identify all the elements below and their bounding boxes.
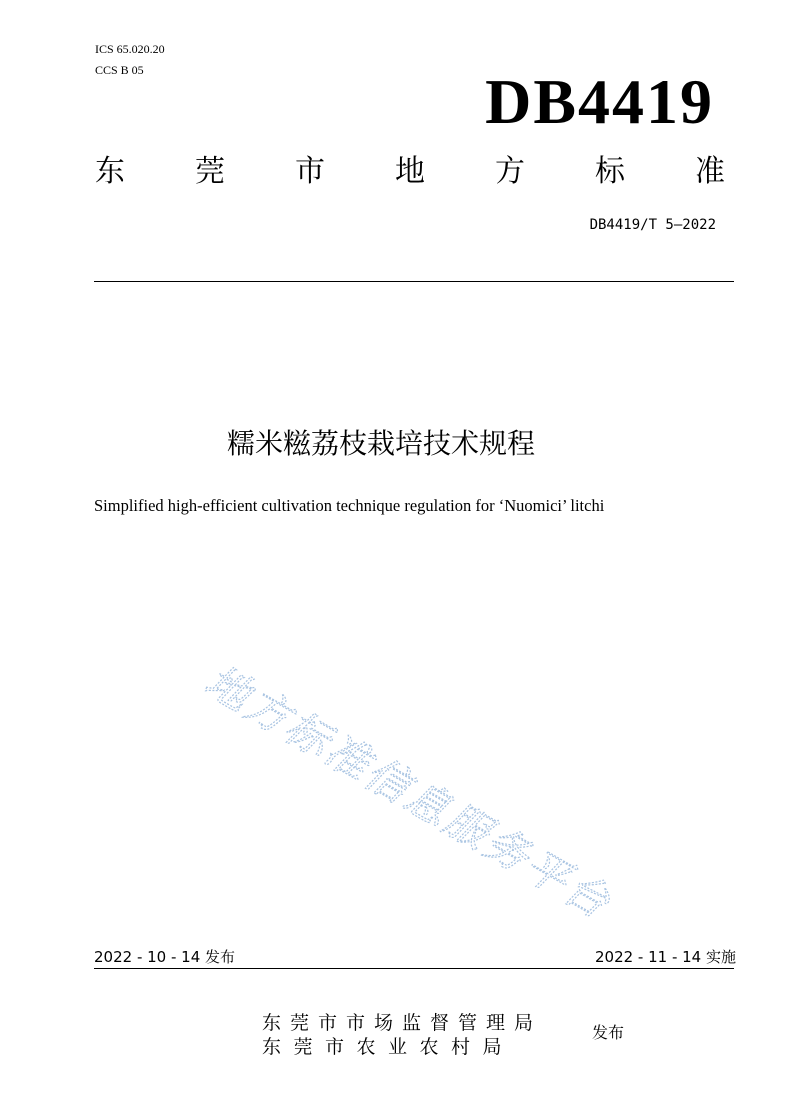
issuing-authority-market-regulation: 东莞市市场监督管理局	[262, 1012, 543, 1034]
standard-code: DB4419	[485, 66, 714, 137]
standard-type-char: 莞	[195, 154, 225, 189]
ccs-code: CCS B 05	[95, 63, 144, 77]
standard-type-char: 东	[95, 154, 125, 189]
watermark-text: 地方标准信息服务平台	[196, 656, 620, 930]
top-divider	[94, 281, 734, 282]
standard-type-char: 标	[595, 154, 625, 189]
issue-date: 2022 - 10 - 14 发布	[94, 948, 236, 966]
watermark	[194, 652, 694, 932]
ics-code: ICS 65.020.20	[95, 42, 165, 56]
standard-type-char: 市	[295, 154, 325, 189]
implementation-date: 2022 - 11 - 14 实施	[594, 948, 736, 966]
title-chinese: 糯米糍荔枝栽培技术规程	[226, 427, 535, 460]
document-number: DB4419/T 5—2022	[589, 217, 716, 233]
bottom-divider	[94, 968, 734, 969]
standard-type	[95, 152, 725, 192]
title-english: Simplified high-efficient cultivation technique regulation for ‘Nuomici’ litchi	[94, 496, 605, 515]
issuing-authority-agriculture: 东莞市农业农村局	[262, 1036, 515, 1058]
standard-type-char: 准	[695, 154, 725, 189]
publish-label: 发布	[592, 1023, 625, 1042]
standard-type-char: 地	[395, 154, 425, 189]
standard-type-char: 方	[495, 154, 525, 189]
